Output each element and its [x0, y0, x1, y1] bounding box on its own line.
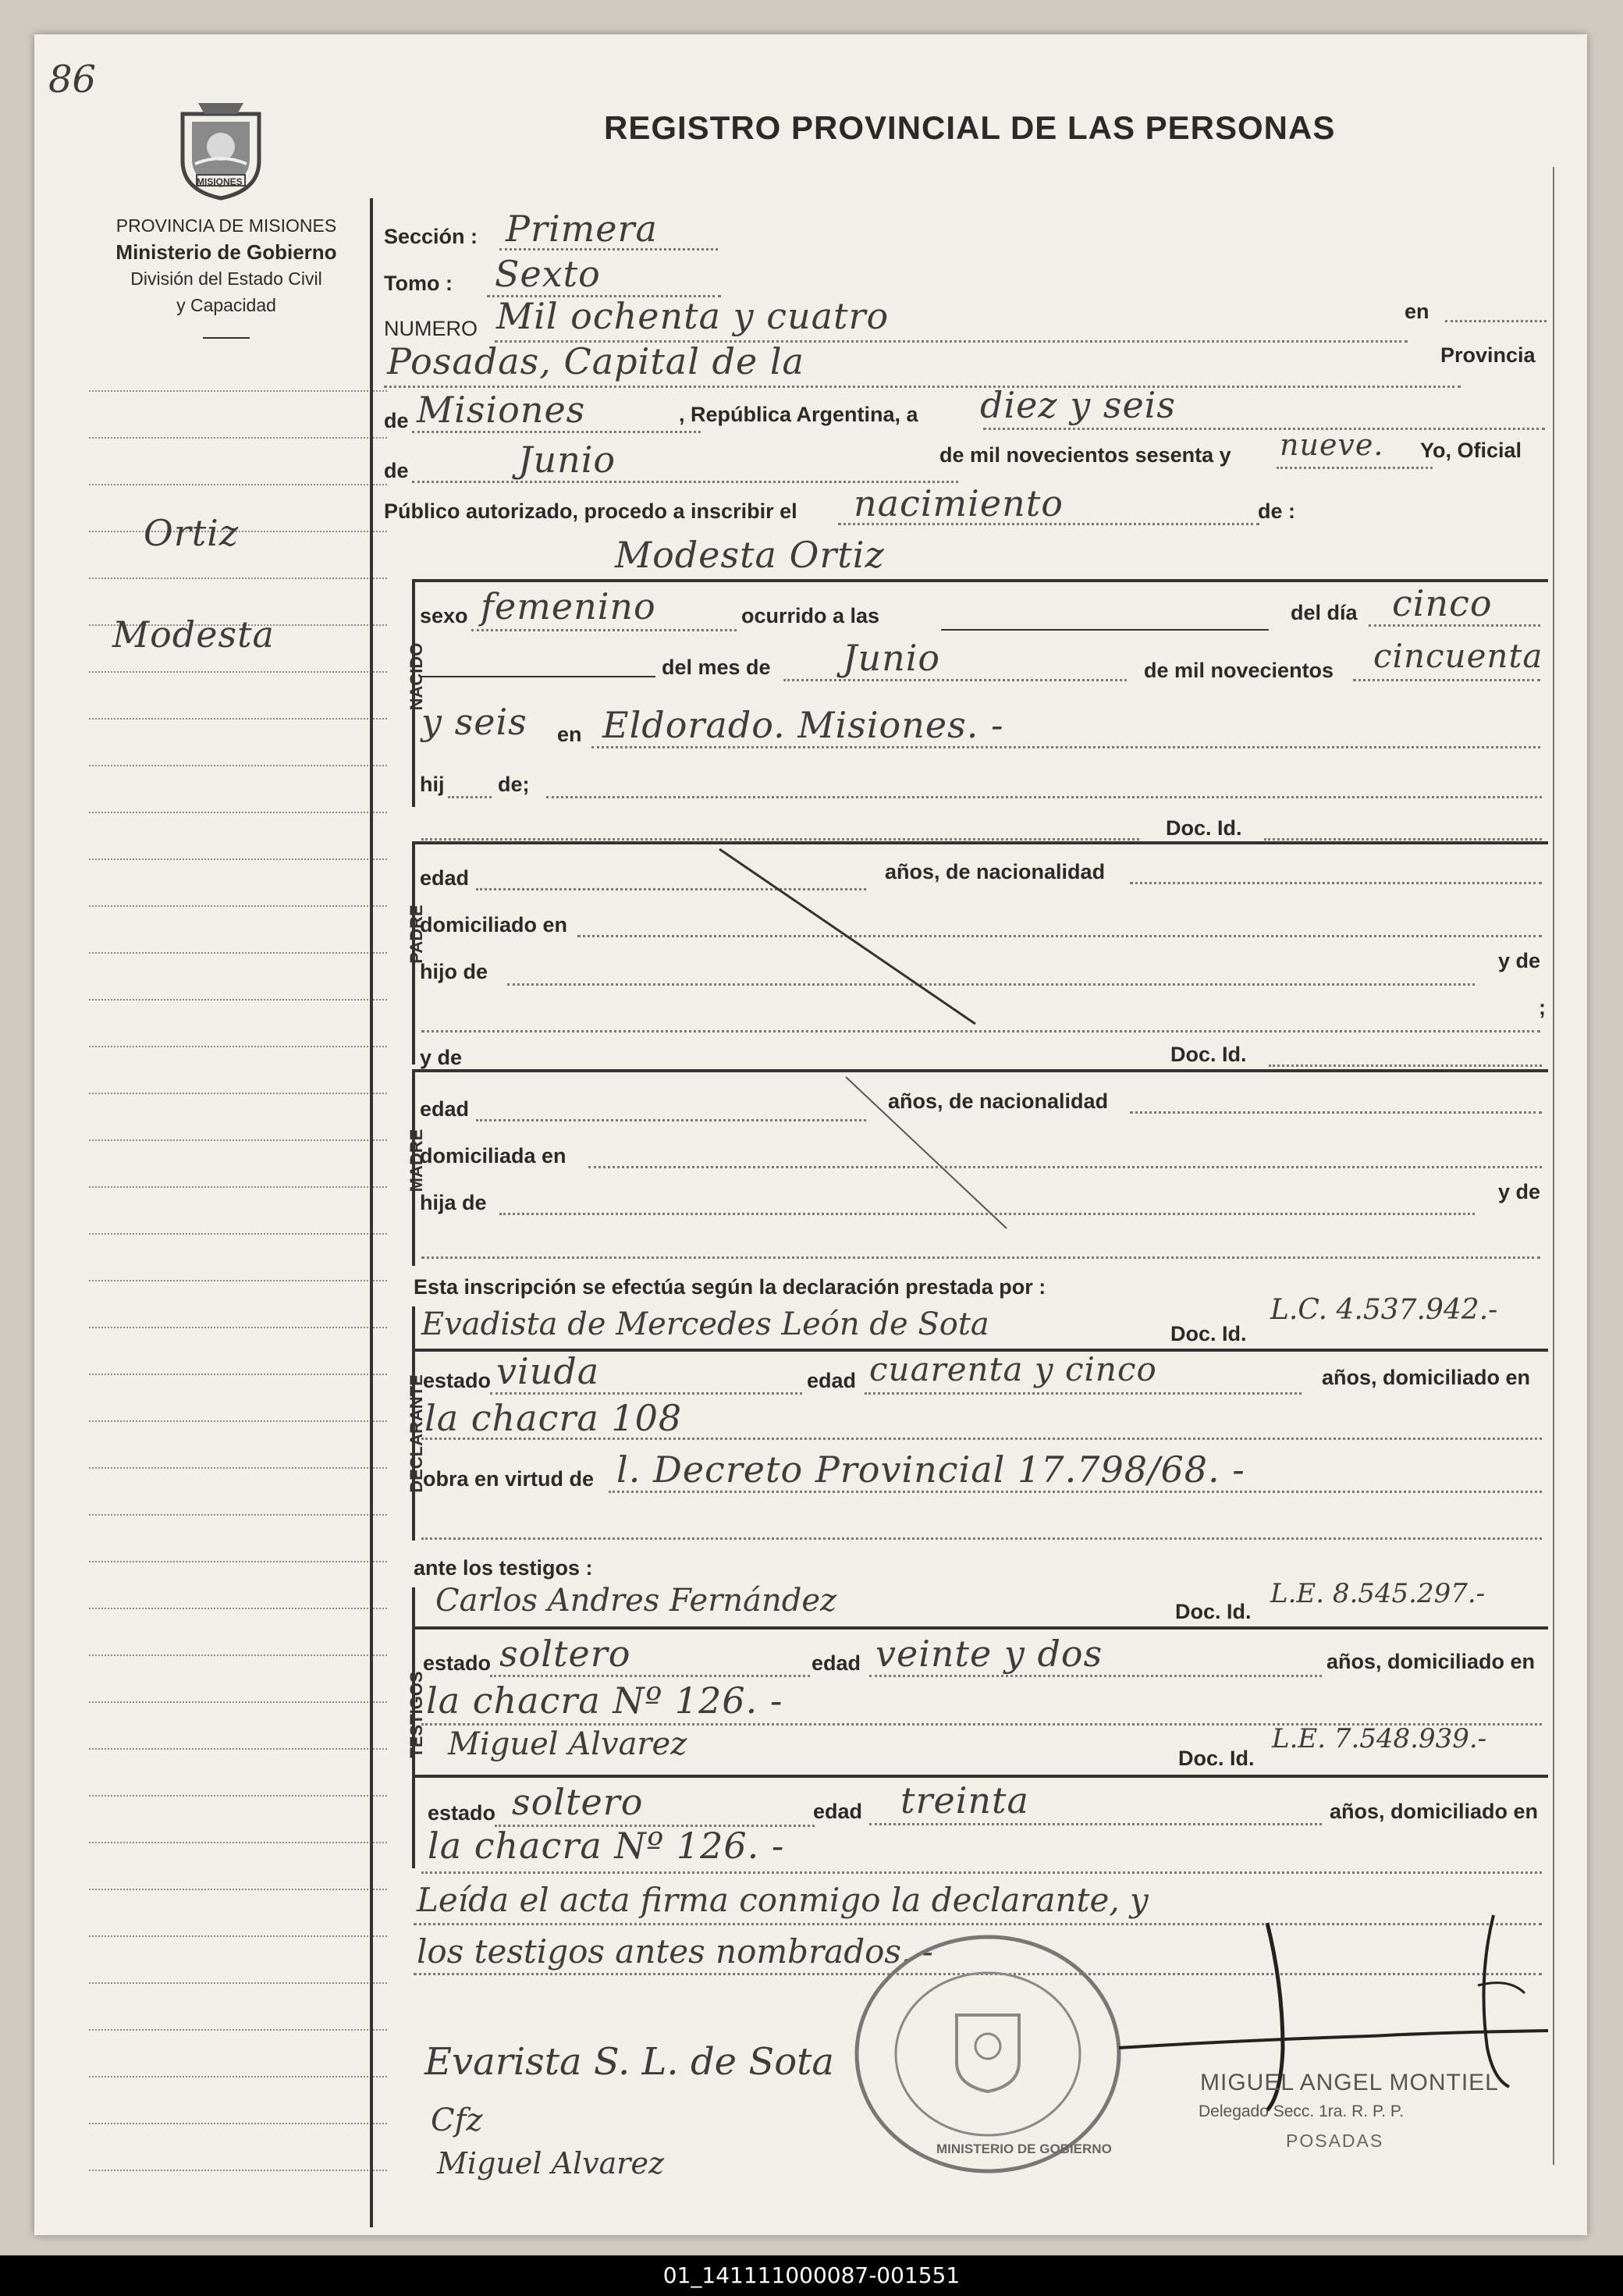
fecha-dia-value: diez y seis	[980, 384, 1176, 426]
margin-surname: Ortiz	[144, 512, 240, 554]
declarante-estado-value: viuda	[496, 1350, 600, 1392]
testigo2-estado-label: estado	[428, 1801, 496, 1825]
testigo2-doc-value: L.E. 7.548.939.-	[1272, 1723, 1487, 1754]
de-label-2: de	[384, 459, 409, 482]
lugar-value: Posadas, Capital de la	[387, 340, 804, 382]
header-province: PROVINCIA DE MISIONES	[115, 215, 337, 236]
stamp-official-role: Delegado Secc. 1ra. R. P. P.	[1199, 2102, 1405, 2120]
section-label-testigos: TESTIGOS	[407, 1671, 426, 1758]
madre-edad-label: edad	[420, 1097, 470, 1121]
header-ministry: Ministerio de Gobierno	[115, 240, 337, 264]
de-mil-label: de mil novecientos sesenta y	[939, 443, 1231, 467]
inscripcion-label: Esta inscripción se efectúa según la declaración prestada por :	[414, 1275, 1046, 1299]
section-label-padre: PADRE	[407, 905, 426, 964]
padre-dom-label: domiciliado en	[420, 913, 568, 937]
declarante-dom-value: la chacra 108	[424, 1397, 683, 1439]
testigo2-nombre: Miguel Alvarez	[448, 1726, 687, 1762]
testigo2-rule	[412, 1775, 1548, 1778]
document-title: REGISTRO PROVINCIAL DE LAS PERSONAS	[604, 109, 1336, 146]
page-number: 86	[48, 58, 97, 101]
testigo1-doc-value: L.E. 8.545.297.-	[1270, 1578, 1486, 1609]
firma-testigo2: Miguel Alvarez	[437, 2146, 664, 2180]
seccion-value: Primera	[506, 208, 658, 250]
madre-doc-label: Doc. Id.	[1170, 1043, 1247, 1066]
declarante-obra-line	[609, 1491, 1542, 1493]
padre-nac-label: años, de nacionalidad	[885, 860, 1106, 883]
testigo1-estado-line	[490, 1675, 810, 1677]
header-capacity: y Capacidad	[176, 295, 276, 315]
madre-dom-label: domiciliada en	[420, 1144, 566, 1168]
testigo1-rule	[412, 1626, 1548, 1630]
stamp-city: POSADAS	[1286, 2131, 1384, 2151]
testigo1-edad-value: veinte y dos	[875, 1633, 1103, 1675]
en-label-2: en	[557, 723, 582, 746]
de-colon-label: de :	[1258, 499, 1296, 523]
declarante-edad-label: edad	[807, 1369, 857, 1392]
sexo-label: sexo	[420, 604, 468, 627]
section-label-madre: MADRE	[407, 1128, 426, 1192]
numero-label: NUMERO	[384, 317, 478, 340]
margin-given-name: Modesta	[112, 613, 275, 656]
inscrito-nombre: Modesta Ortiz	[615, 534, 885, 576]
testigo2-estado-value: soltero	[512, 1781, 644, 1823]
madre-hija-y-de: y de	[1498, 1180, 1541, 1203]
scan-footer-id: 01_141111000087-001551	[0, 2255, 1623, 2296]
anio-nac-value-2: y seis	[421, 701, 527, 743]
tomo-label: Tomo :	[384, 272, 453, 295]
provincia-value: Misiones	[417, 389, 586, 431]
section-label-declarante: DECLARANTE	[407, 1374, 426, 1493]
testigo2-doc-label: Doc. Id.	[1178, 1747, 1255, 1770]
fecha-mes-value: Junio	[518, 439, 616, 481]
testigo1-dom-value: la chacra Nº 126. -	[426, 1679, 783, 1722]
ante-testigos-label: ante los testigos :	[414, 1556, 593, 1580]
tipo-value: nacimiento	[854, 482, 1064, 524]
publico-label: Público autorizado, procedo a inscribir el	[384, 499, 797, 523]
testigo1-edad-line	[869, 1675, 1322, 1677]
madre-y-de-label: y de	[420, 1046, 463, 1069]
declarante-estado-label: estado	[423, 1369, 492, 1392]
dia-nac-value: cinco	[1392, 582, 1493, 624]
testigo1-nombre: Carlos Andres Fernández	[435, 1583, 837, 1619]
sexo-value: femenino	[481, 585, 656, 627]
nacido-doc-label: Doc. Id.	[1166, 816, 1242, 840]
yo-oficial-label: Yo, Oficial	[1420, 439, 1522, 462]
declarante-nombre: Evadista de Mercedes León de Sota	[421, 1306, 989, 1342]
cierre-texto-2: los testigos antes nombrados. -	[417, 1932, 933, 1971]
lugar-nac-value: Eldorado. Misiones. -	[602, 704, 1004, 746]
testigo1-edad-label: edad	[812, 1651, 861, 1675]
seccion-label: Sección :	[384, 225, 478, 248]
declarante-dom-label: años, domiciliado en	[1322, 1366, 1531, 1389]
padre-y-de-label: y de	[1498, 949, 1541, 972]
stamp-official-name: MIGUEL ANGEL MONTIEL	[1200, 2070, 1499, 2095]
tomo-value: Sexto	[495, 253, 601, 295]
testigo2-edad-value: treinta	[900, 1779, 1029, 1822]
testigo2-dom-line	[421, 1871, 1542, 1874]
provincia-label: Provincia	[1440, 343, 1536, 367]
seal-text: MISIONES	[197, 176, 243, 187]
firma-testigo1: Cfz	[431, 2102, 483, 2138]
declarante-estado-line	[490, 1392, 802, 1395]
declarante-doc-value: L.C. 4.537.942.-	[1270, 1294, 1498, 1326]
declarante-doc-label: Doc. Id.	[1170, 1322, 1247, 1345]
ocurrido-label: ocurrido a las	[741, 604, 880, 627]
testigo2-edad-line	[869, 1823, 1322, 1825]
testigo2-dom-value: la chacra Nº 126. -	[428, 1825, 785, 1867]
del-dia-label: del día	[1291, 601, 1358, 624]
madre-hija-label: hija de	[420, 1191, 487, 1214]
madre-nac-label: años, de nacionalidad	[888, 1089, 1109, 1113]
en-label: en	[1405, 300, 1429, 323]
hij-label: hij	[420, 773, 445, 796]
mes-nac-value: Junio	[843, 637, 941, 679]
section-label-nacido: NACIDO	[407, 642, 426, 711]
padre-edad-label: edad	[420, 866, 470, 890]
fecha-anio-value: nueve.	[1280, 428, 1384, 462]
seal-ring-text: MINISTERIO DE GOBIERNO	[936, 2141, 1112, 2156]
padre-hijo-label: hijo de	[420, 960, 488, 983]
declarante-obra-value: l. Decreto Provincial 17.798/68. -	[616, 1448, 1245, 1491]
republica-label: , República Argentina, a	[679, 403, 918, 426]
testigo1-estado-label: estado	[423, 1651, 492, 1675]
declarante-edad-value: cuarenta y cinco	[869, 1350, 1157, 1388]
declarante-extra-line	[421, 1537, 1542, 1540]
testigo2-edad-label: edad	[813, 1800, 863, 1823]
del-mes-label: del mes de	[662, 656, 771, 679]
numero-value: Mil ochenta y cuatro	[496, 295, 890, 337]
declarante-obra-label: obra en virtud de	[423, 1467, 595, 1491]
testigo1-doc-label: Doc. Id.	[1175, 1600, 1252, 1623]
testigo1-estado-value: soltero	[499, 1633, 631, 1675]
anio-nac-value: cincuenta	[1373, 637, 1543, 675]
padre-semicolon: ;	[1539, 996, 1546, 1019]
declarante-edad-line	[865, 1392, 1302, 1395]
de-label: de	[384, 409, 409, 432]
document-page	[34, 34, 1587, 2235]
header-division: División del Estado Civil	[130, 268, 322, 289]
de-mil-nov-label: de mil novecientos	[1144, 659, 1334, 682]
firma-declarante: Evarista S. L. de Sota	[424, 2040, 835, 2084]
testigo1-dom-label: años, domiciliado en	[1326, 1650, 1536, 1673]
testigo2-dom-label: años, domiciliado en	[1330, 1800, 1539, 1823]
cierre-texto-1: Leída el acta firma conmigo la declarante, y	[417, 1881, 1149, 1919]
de-semicolon-label: de;	[498, 773, 530, 796]
